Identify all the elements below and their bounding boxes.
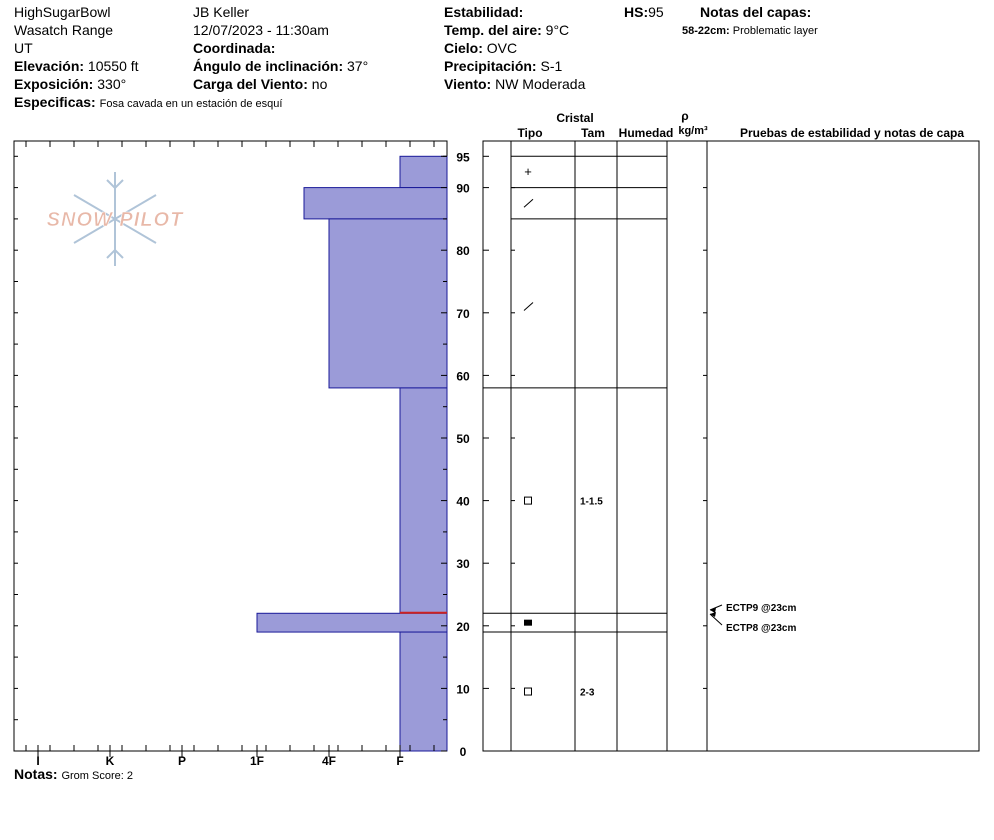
crystal-symbol-2 — [524, 303, 533, 311]
windload-value: no — [311, 76, 328, 92]
header-tests: Pruebas de estabilidad y notas de capa — [739, 126, 965, 140]
height-label-0: 0 — [459, 745, 467, 759]
hardness-bar-2 — [329, 219, 447, 388]
height-label-70: 70 — [456, 306, 470, 321]
test-label-0: ECTP9 @23cm — [726, 603, 797, 614]
test-label-1: ECTP8 @23cm — [726, 623, 797, 634]
elevation-value: 10550 ft — [87, 58, 139, 74]
crystal-symbol-3 — [525, 497, 532, 504]
height-label-50: 50 — [456, 432, 470, 446]
hardness-label-4F: 4F — [321, 754, 337, 768]
specifics-value: Fosa cavada en un estación de esquí — [99, 98, 283, 110]
hardness-label-F: F — [396, 754, 404, 768]
hardness-label-K: K — [105, 754, 115, 768]
height-label-20: 20 — [456, 619, 470, 634]
wind-value: NW Moderada — [495, 76, 586, 92]
test-pointer-0 — [710, 605, 722, 610]
stability-tests — [710, 603, 796, 634]
observation-datetime: 12/07/2023 - 11:30am — [193, 22, 329, 38]
logo-text: SNOW PILOT — [46, 209, 184, 231]
header-moisture: Humedad — [618, 126, 674, 140]
crystal-symbol-5 — [525, 688, 532, 695]
test-pointer-1 — [710, 614, 722, 625]
header-type: Tipo — [517, 126, 543, 140]
slope-value: 37° — [347, 58, 369, 74]
precip-label: Precipitación: — [444, 58, 537, 74]
snowpilot-logo — [47, 172, 184, 266]
layer-notes-title: Notas del capas: — [700, 4, 812, 20]
hardness-label-P: P — [177, 754, 187, 768]
sky-label: Cielo: — [444, 40, 483, 56]
airtemp-label: Temp. del aire: — [444, 22, 542, 38]
windload-label: Carga del Viento: — [193, 76, 308, 92]
height-label-60: 60 — [456, 369, 470, 384]
hardness-label-1F: 1F — [249, 754, 265, 768]
crystal-size-3: 1-1.5 — [580, 496, 603, 508]
height-label-80: 80 — [456, 244, 470, 259]
height-label-10: 10 — [456, 682, 470, 697]
crystal-size-5: 2-3 — [580, 687, 595, 699]
sky-value: OVC — [486, 40, 518, 56]
crystal-symbol-0: + — [524, 163, 532, 179]
height-label-40: 40 — [456, 494, 470, 509]
range-name: Wasatch Range — [14, 22, 114, 38]
layer-table-frame — [483, 141, 979, 751]
coordinate-label: Coordinada: — [193, 40, 276, 56]
notes-value: Grom Score: 2 — [61, 770, 133, 782]
hardness-bars — [257, 156, 447, 751]
notes-label: Notas: — [14, 766, 58, 782]
location-name: HighSugarBowl — [14, 4, 111, 20]
height-label-95: 95 — [456, 150, 470, 165]
stability-label: Estabilidad: — [444, 4, 524, 20]
hardness-label-I: I — [36, 754, 40, 768]
header-crystal: Cristal — [556, 111, 594, 125]
height-label-90: 90 — [456, 181, 470, 196]
table-headers — [517, 109, 964, 140]
hs-value: 95 — [648, 4, 664, 20]
hardness-bar-3 — [400, 388, 447, 613]
state-name: UT — [14, 40, 33, 56]
table-column-lines — [511, 141, 707, 751]
layer-note-text: Problematic layer — [732, 25, 818, 37]
hs-label: HS: — [624, 4, 649, 20]
observer-name: JB Keller — [193, 4, 250, 20]
elevation-label: Elevación: — [14, 58, 85, 74]
aspect-value: 330° — [97, 76, 127, 92]
crystal-symbol-1 — [524, 199, 533, 207]
hardness-bar-4 — [257, 613, 447, 632]
precip-value: S-1 — [540, 58, 563, 74]
airtemp-value: 9°C — [545, 22, 570, 38]
aspect-label: Exposición: — [14, 76, 94, 92]
hardness-bar-5 — [400, 632, 447, 751]
specifics-label: Especificas: — [14, 94, 96, 110]
height-label-30: 30 — [456, 557, 470, 572]
layer-note-range: 58-22cm: — [682, 25, 730, 37]
hardness-bar-0 — [400, 156, 447, 187]
header-size: Tam — [581, 126, 605, 140]
wind-label: Viento: — [444, 76, 492, 92]
slope-label: Ángulo de inclinación: — [193, 58, 344, 74]
hardness-bar-1 — [304, 188, 447, 219]
header-density-unit: kg/m³ — [678, 125, 708, 137]
crystal-symbol-4 — [524, 620, 532, 626]
header-rho: ρ — [681, 109, 689, 123]
